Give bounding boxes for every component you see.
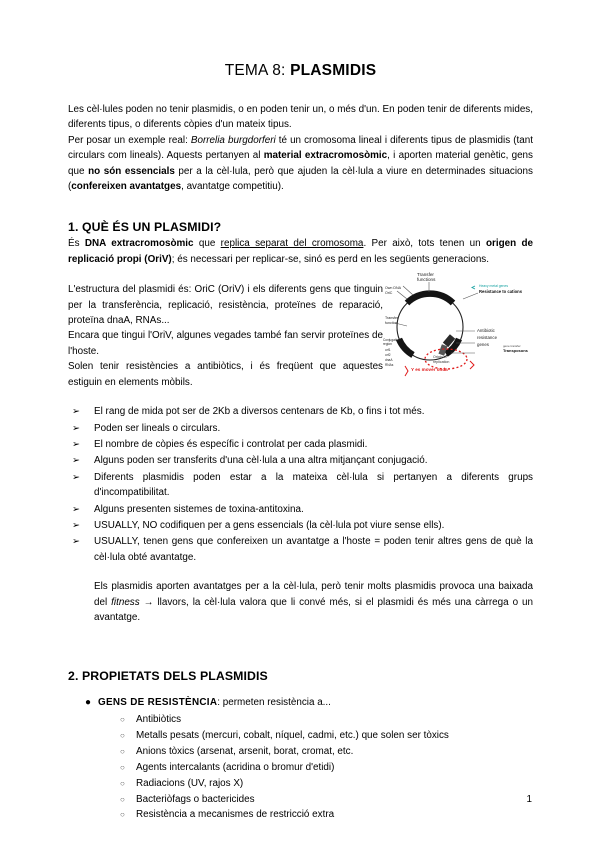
svg-text:function: function: [385, 321, 398, 326]
list-item-text: USUALLY, NO codifiquen per a gens essencials (la cèl·lula pot viure sense ells).: [94, 519, 445, 531]
intro-p2-part-d: per a la cèl·lula, però que ajuden la cèl·lula a viure en determinades situacions (: [68, 165, 533, 193]
figure-label-gene-transfer: gene transfer: [503, 344, 521, 349]
page-title-prefix: TEMA 8:: [224, 62, 291, 79]
intro-block: [68, 102, 533, 194]
list-item: [98, 807, 533, 823]
list-item: [68, 518, 533, 533]
intro-bold-no-essencials: no són essencials: [88, 165, 175, 177]
plasmid-diagram-svg: [383, 269, 533, 377]
figure-label-conjugative: Conjugative: [383, 338, 400, 343]
resistance-genes-text: : permeten resistència a...: [217, 697, 331, 709]
page-number: 1: [526, 794, 532, 805]
list-item: [68, 437, 533, 452]
plasmid-map-figure: [383, 269, 533, 377]
intro-paragraph-2: [68, 133, 533, 195]
figure-label-heavy-metal-small: Heavy metal genes: [479, 284, 509, 289]
page-title: [68, 62, 533, 80]
plasmid-ring: [397, 294, 463, 360]
figure-label-oric: Own DNA: [385, 286, 401, 291]
svg-text:genes: genes: [477, 342, 489, 348]
section-2: [68, 669, 533, 823]
list-item-text: Poden ser lineals o circulars.: [94, 422, 221, 434]
figure-red-arrow-2: [470, 361, 474, 369]
section-1-paragraph-3: Encara que tingui l'OriV, algunes vegades també fan servir proteïnes de l'hoste.: [68, 330, 383, 357]
list-item-text: Radiacions (UV, rajos X): [136, 777, 244, 789]
figure-label-transfer-function: Transfer: [385, 316, 399, 321]
circle-bullet-icon: ○: [120, 746, 125, 756]
svg-text:dnaA: dnaA: [385, 358, 393, 363]
closing-part-a: Els plasmidis aporten avantatges per a la cèl·lula, però tenir molts plasmidis provoca una baixada del: [94, 581, 533, 608]
list-item-text: Bacteriòfags o bactericides: [136, 793, 255, 805]
list-item-text: USUALLY, tenen gens que confereixen un avantatge a l'hoste = poden tenir altres gens de què la cèl·lula obté avantatge.: [94, 536, 533, 563]
arrow-bullet-icon: ➢: [72, 536, 80, 548]
list-item: [68, 534, 533, 565]
arrow-bullet-icon: ➢: [72, 422, 80, 434]
disc-bullet-icon: ●: [85, 697, 92, 709]
figure-label-transfer-functions: Transfer: [417, 272, 434, 278]
list-item: [68, 453, 533, 468]
arrow-bullet-icon: ➢: [72, 455, 80, 467]
list-item-text: Diferents plasmidis poden estar a la mateixa cèl·lula si pertanyen a diferents grups d'incompatibilitat.: [94, 471, 533, 499]
circle-bullet-icon: ○: [120, 810, 125, 820]
list-item: [68, 421, 533, 436]
svg-text:RNAs: RNAs: [385, 363, 394, 368]
figure-label-origin-replication: Origin of: [433, 355, 447, 360]
list-item-text: Alguns presenten sistemes de toxina-antitoxina.: [94, 503, 304, 515]
list-item: [68, 502, 533, 517]
intro-bold-extracromosomic: material extracromosòmic: [263, 150, 388, 162]
circle-bullet-icon: ○: [120, 778, 125, 788]
intro-bold-confereixen: confereixen avantatges: [71, 181, 182, 193]
list-item: [68, 404, 533, 419]
resistance-genes-label: GENS DE RESISTÈNCIA: [98, 697, 218, 709]
section-2-heading: 2. PROPIETATS DELS PLASMIDIS: [68, 669, 268, 684]
arrow-bullet-icon: ➢: [72, 519, 80, 531]
list-item-text: Anions tòxics (arsenat, arsenit, borat, cromat, etc.: [136, 745, 354, 757]
intro-p2-part-c: , i aporten material genètic, gens que: [68, 150, 533, 177]
arrow-bullet-icon: ➢: [72, 406, 80, 418]
figure-label-handwritten: Y es mover onda: [411, 367, 448, 373]
figure-label-antibiotic: Antibiotic: [477, 328, 495, 334]
resistance-sub-list: [98, 712, 533, 823]
list-item: [98, 712, 533, 728]
svg-text:Transposons: Transposons: [503, 348, 528, 354]
section-1: [68, 220, 533, 625]
section-1-closing-paragraph: [94, 579, 533, 625]
figure-teal-check: [472, 286, 475, 289]
s1-p1-part-a: És: [68, 238, 85, 250]
s1-p1-part-d: ; és necessari per replicar-se, sinó es perd en les següents generacions.: [171, 253, 489, 265]
list-item-text: Alguns poden ser transferits d'una cèl·lula a una altra mitjançant conjugació.: [94, 455, 428, 467]
list-item: [98, 728, 533, 744]
figure-red-arrow: [405, 366, 408, 376]
underline-replica-separat: replica separat del cromosoma: [220, 238, 364, 250]
intro-paragraph-1: Les cèl·lules poden no tenir plasmidis, o en poden tenir un, o més d'un. En poden tenir de diferents mides, diferents tipus, o diferents còpies d'un mateix tipus.: [68, 104, 533, 131]
section-1-heading: 1. QUÈ ÉS UN PLASMIDI?: [68, 220, 222, 235]
arrow-bullet-icon: ➢: [72, 471, 80, 483]
list-item-text: Agents intercalants (acridina o bromur d'etidi): [136, 761, 335, 773]
list-item-text: El rang de mida pot ser de 2Kb a diversos centenars de Kb, o fins i tot més.: [94, 406, 425, 418]
section-1-bullet-list: [68, 404, 533, 565]
list-item: [98, 760, 533, 776]
section-2-list: [68, 695, 533, 823]
s1-p1-part-c: . Per això, tots tenen un: [363, 238, 486, 250]
intro-p2-part-e: , avantatge competitiu).: [181, 181, 284, 193]
list-item: [98, 744, 533, 760]
circle-bullet-icon: ○: [120, 762, 125, 772]
bold-origen-replicacio: origen de replicació propi (OriV): [68, 238, 533, 265]
section-1-paragraph-4: Solen tenir resistències a antibiòtics, i és freqüent que aquestes estiguin en elements mòbils.: [68, 361, 383, 388]
svg-text:replication: replication: [433, 360, 450, 365]
bold-dna-extracromosomic: DNA extracromosòmic: [84, 238, 194, 250]
arrow-bullet-icon: ➢: [72, 438, 80, 450]
arrow-bullet-icon: ➢: [72, 503, 80, 515]
section-1-body: [68, 236, 533, 625]
list-item-text: Metalls pesats (mercuri, cobalt, níquel, cadmi, etc.) que solen ser tòxics: [136, 729, 449, 741]
list-item-text: El nombre de còpies és específic i controlat per cada plasmidi.: [94, 438, 368, 450]
species-name-italic: Borrelia burgdorferi: [190, 134, 276, 146]
s1-p1-part-b: que: [193, 238, 221, 250]
closing-italic-fitness: fitness: [111, 596, 140, 608]
circle-bullet-icon: ○: [120, 794, 125, 804]
circle-bullet-icon: ○: [120, 714, 125, 724]
svg-text:orf2: orf2: [385, 353, 391, 358]
list-item-text: Antibiòtics: [136, 713, 182, 725]
intro-p2-part-a: Per posar un exemple real:: [68, 134, 191, 146]
list-item: [98, 792, 533, 808]
list-item: [68, 695, 533, 823]
list-item-text: Resistència a mecanismes de restricció extra: [136, 809, 335, 821]
circle-bullet-icon: ○: [120, 730, 125, 740]
section-1-paragraph-1: [68, 236, 533, 267]
svg-text:OriC: OriC: [385, 291, 393, 296]
figure-label-genes: orf1: [385, 348, 391, 353]
page-title-main: PLASMIDIS: [290, 62, 377, 79]
closing-part-b: → llavors, la cèl·lula valora que li convé més, si el plasmidi és més una càrrega o un avantatge.: [94, 596, 534, 623]
section-1-paragraph-2: L'estructura del plasmidi és: OriC (OriV) i els diferents gens que tinguin per la transferència, replicació, resistència, proteïnes de reparació, proteïna dnaA, RNAs...: [68, 284, 383, 327]
page-content: [68, 0, 533, 823]
figure-label-heavy-metal: Resistance to cations: [479, 289, 523, 295]
list-item: [98, 776, 533, 792]
intro-p2-part-b: té un cromosoma lineal i diferents tipus de plasmidis (tant circulars com lineals). Aquests pertanyen al: [68, 134, 533, 162]
svg-text:functions: functions: [417, 277, 436, 283]
list-item: [68, 470, 533, 501]
svg-text:resistance: resistance: [477, 335, 498, 341]
svg-text:region: region: [383, 342, 392, 347]
